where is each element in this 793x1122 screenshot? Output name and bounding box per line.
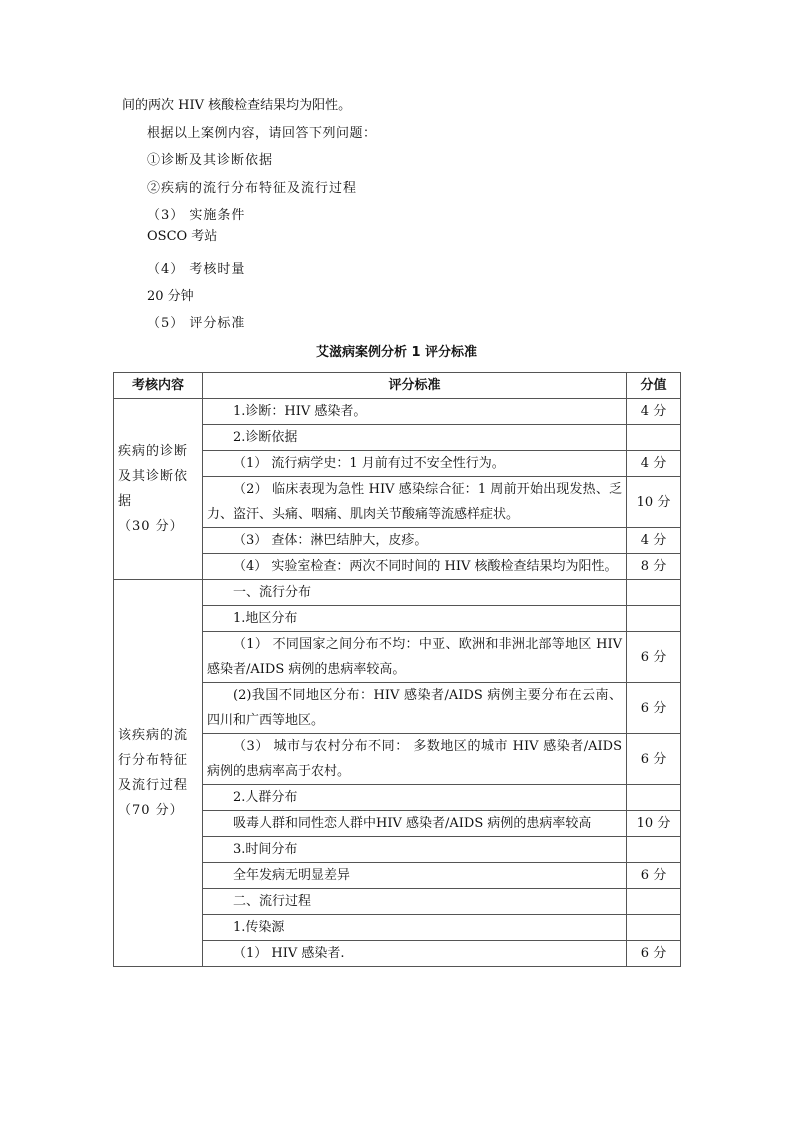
criterion-cell: （1） HIV 感染者. bbox=[203, 941, 627, 967]
table-title: 艾滋病案例分析 1 评分标准 bbox=[315, 345, 478, 360]
criterion-cell: 全年发病无明显差异 bbox=[203, 863, 627, 889]
assessment-points: （30 分） bbox=[118, 519, 184, 534]
section-4-value: 20 分钟 bbox=[147, 289, 194, 304]
table-row bbox=[114, 399, 681, 425]
score-cell: 4 分 bbox=[627, 399, 681, 425]
score-cell: 8 分 bbox=[627, 554, 681, 580]
criterion-cell: (2)我国不同地区分布：HIV 感染者/AIDS 病例主要分布在云南、四川和广西等地区。 bbox=[203, 683, 627, 734]
score-cell: 6 分 bbox=[627, 863, 681, 889]
section-3-heading: （3） 实施条件 bbox=[147, 208, 246, 223]
assessment-content-cell bbox=[114, 399, 203, 580]
header-criteria: 评分标准 bbox=[203, 373, 627, 399]
criterion-cell: （2） 临床表现为急性 HIV 感染综合征：1 周前开始出现发热、乏力、盗汗、头痛、咽痛、肌肉关节酸痛等流感样症状。 bbox=[203, 477, 627, 528]
table-row bbox=[114, 580, 681, 606]
score-cell bbox=[627, 425, 681, 451]
score-cell: 6 分 bbox=[627, 632, 681, 683]
intro-prompt: 根据以上案例内容，请回答下列问题： bbox=[147, 126, 377, 141]
score-cell bbox=[627, 606, 681, 632]
criterion-cell: 2.诊断依据 bbox=[203, 425, 627, 451]
criterion-cell: 二、流行过程 bbox=[203, 889, 627, 915]
criterion-cell: 3.时间分布 bbox=[203, 837, 627, 863]
criterion-cell: （3） 查体：淋巴结肿大，皮疹。 bbox=[203, 528, 627, 554]
score-cell bbox=[627, 837, 681, 863]
section-4-heading: （4） 考核时量 bbox=[147, 262, 246, 277]
score-cell bbox=[627, 915, 681, 941]
assessment-content: 该疾病的流行分布特征及流行过程 bbox=[118, 728, 189, 793]
score-cell: 4 分 bbox=[627, 451, 681, 477]
score-cell: 10 分 bbox=[627, 811, 681, 837]
scoring-table bbox=[113, 372, 681, 967]
score-cell bbox=[627, 580, 681, 606]
score-cell bbox=[627, 785, 681, 811]
assessment-content: 疾病的诊断及其诊断依据 bbox=[118, 444, 189, 509]
assessment-points: （70 分） bbox=[118, 803, 184, 818]
criterion-cell: 一、流行分布 bbox=[203, 580, 627, 606]
header-score: 分值 bbox=[627, 373, 681, 399]
criterion-cell: 1.诊断：HIV 感染者。 bbox=[203, 399, 627, 425]
section-5-heading: （5） 评分标准 bbox=[147, 316, 246, 331]
criterion-cell: 吸毒人群和同性恋人群中HIV 感染者/AIDS 病例的患病率较高 bbox=[203, 811, 627, 837]
score-cell: 6 分 bbox=[627, 734, 681, 785]
score-cell: 6 分 bbox=[627, 683, 681, 734]
score-cell: 6 分 bbox=[627, 941, 681, 967]
criterion-cell: 2.人群分布 bbox=[203, 785, 627, 811]
assessment-content-cell bbox=[114, 580, 203, 967]
score-cell: 4 分 bbox=[627, 528, 681, 554]
criterion-cell: （4） 实验室检查：两次不同时间的 HIV 核酸检查结果均为阳性。 bbox=[203, 554, 627, 580]
criterion-cell: （1） 流行病学史：1 月前有过不安全性行为。 bbox=[203, 451, 627, 477]
question-2: ②疾病的流行分布特征及流行过程 bbox=[147, 181, 358, 196]
criterion-cell: （1） 不同国家之间分布不均：中亚、欧洲和非洲北部等地区 HIV 感染者/AIDS 病例的患病率较高。 bbox=[203, 632, 627, 683]
question-1: ①诊断及其诊断依据 bbox=[147, 153, 274, 168]
criterion-cell: （3） 城市与农村分布不同： 多数地区的城市 HIV 感染者/AIDS 病例的患病率高于农村。 bbox=[203, 734, 627, 785]
intro-continued-line: 间的两次 HIV 核酸检查结果均为阳性。 bbox=[122, 98, 352, 113]
section-3-value: OSCO 考站 bbox=[147, 229, 218, 244]
header-content: 考核内容 bbox=[114, 373, 203, 399]
score-cell: 10 分 bbox=[627, 477, 681, 528]
criterion-cell: 1.地区分布 bbox=[203, 606, 627, 632]
score-cell bbox=[627, 889, 681, 915]
criterion-cell: 1.传染源 bbox=[203, 915, 627, 941]
table-header-row bbox=[114, 373, 681, 399]
